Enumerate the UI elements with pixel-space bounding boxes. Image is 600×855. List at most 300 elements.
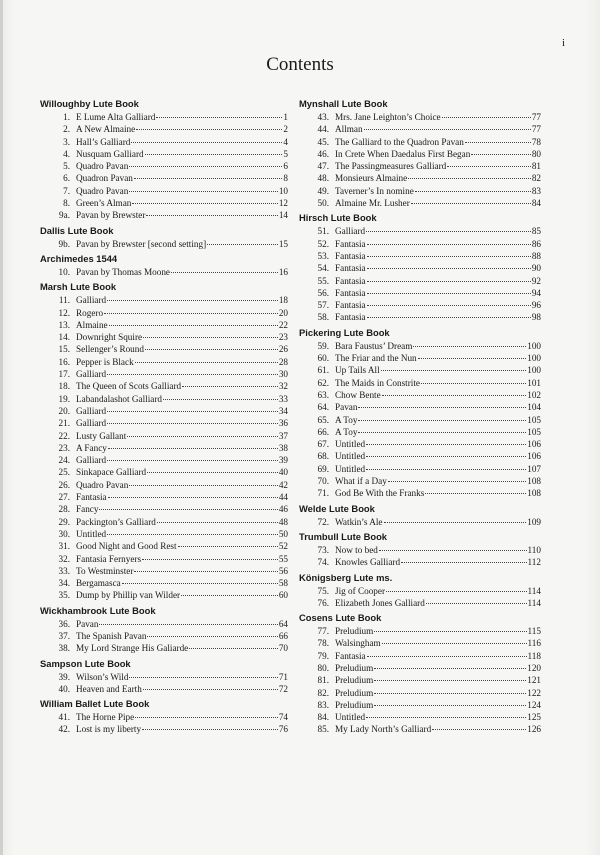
contents-entry [299,438,541,450]
dot-leader [107,374,278,375]
entry-page-number: 50 [278,528,288,539]
entry-number: 40. [58,683,70,694]
contents-entry [40,307,288,319]
dot-leader [358,432,526,433]
entry-page-number: 108 [527,476,541,487]
contents-entry [299,674,541,686]
dot-leader [143,337,278,338]
book-title: Mynshall Lute Book [299,98,388,109]
book-title: Pickering Lute Book [299,326,390,338]
entry-number: 84. [317,712,329,723]
entry-number: 44. [317,124,329,135]
entry-page-number: 125 [527,712,541,723]
entry-number: 5. [63,161,70,172]
contents-entry [40,642,288,654]
entry-title: Preludium [335,662,374,673]
dot-leader [157,522,278,523]
entry-number: 13. [58,319,70,330]
entry-page-number: 84 [531,198,541,209]
entry-number: 48. [317,173,329,184]
entry-number: 49. [317,185,329,196]
entry-page-number: 60 [278,590,288,601]
entry-number: 55. [317,275,329,286]
contents-entry [40,368,288,380]
entry-page-number: 23 [278,332,288,343]
entry-number: 31. [58,541,70,552]
entry-title: Fantasia [335,263,366,274]
entry-page-number: 26 [278,344,288,355]
entry-title: A Toy [335,426,358,437]
entry-title: Green’s Alman [76,198,132,209]
dot-leader [367,317,531,318]
entry-page-number: 106 [527,451,541,462]
entry-number: 22. [58,430,70,441]
contents-entry [40,454,288,466]
entry-title: Pavan by Brewster [76,210,146,221]
entry-title: Dump by Phillip van Wilder [76,590,181,601]
entry-page-number: 66 [278,630,288,641]
entry-page-number: 30 [278,369,288,380]
entry-page-number: 55 [278,553,288,564]
page-number: i [562,37,566,49]
entry-number: 56. [317,287,329,298]
contents-entry [299,287,541,299]
dot-leader [134,178,283,179]
entry-number: 54. [317,263,329,274]
dot-leader [367,281,531,282]
entry-page-number: 105 [527,426,541,437]
entry-page-number: 115 [527,626,541,637]
contents-entry [299,687,541,699]
contents-entry [40,618,288,630]
book-section [40,252,288,278]
dot-leader [366,444,526,445]
contents-entry [299,516,541,528]
entry-page-number: 81 [531,161,541,172]
book-section [299,611,541,736]
entry-number: 58. [317,312,329,323]
entry-page-number: 114 [527,585,541,596]
dot-leader [447,166,531,167]
entry-page-number: 122 [527,687,541,698]
entry-page-number: 20 [278,307,288,318]
dot-leader [99,624,277,625]
entry-number: 11. [58,295,70,306]
entry-title: E Lume Alta Galliard [76,112,156,122]
entry-title: Watkin’s Ale [335,516,383,527]
entry-page-number: 118 [527,650,541,661]
entry-number: 61. [317,365,329,376]
dot-leader [129,166,282,167]
contents-entry [299,250,541,262]
entry-page-number: 124 [527,699,541,710]
entry-title: Lusty Gallant [76,430,127,441]
entry-number: 16. [58,356,70,367]
book-title: Hirsch Lute Book [299,212,377,224]
book-title: Marsh Lute Book [40,281,117,293]
entry-title: Fantasia [335,238,366,249]
entry-number: 60. [317,353,329,364]
entry-title: In Crete When Daedalus First Began [335,148,471,159]
contents-entry [40,111,288,123]
dot-leader [142,729,278,730]
entry-page-number: 46 [278,504,288,515]
dot-leader [129,191,278,192]
entry-number: 66. [317,426,329,437]
contents-entry [40,540,288,552]
contents-entry [40,197,288,209]
entry-page-number: 8 [283,173,288,184]
entry-title: Hall’s Galliard [76,136,131,147]
dot-leader [471,154,531,155]
entry-page-number: 14 [278,210,288,221]
dot-leader [181,595,278,596]
dot-leader [145,154,283,155]
entry-title: Galliard [335,226,366,237]
entry-page-number: 18 [278,295,288,306]
contents-entry [40,430,288,442]
entry-title: My Lord Strange His Galiarde [76,643,189,654]
entry-number: 36. [58,618,70,629]
entry-title: Bergamasca [76,578,121,589]
entry-page-number: 85 [531,226,541,237]
entry-title: Taverner’s In nomine [335,185,414,196]
dot-leader [122,583,278,584]
contents-entry [299,625,541,637]
dot-leader [143,689,278,690]
contents-entry [299,556,541,568]
contents-entry [40,671,288,683]
contents-entry [40,503,288,515]
contents-entry [40,148,288,160]
contents-entry [299,352,541,364]
entry-number: 23. [58,442,70,453]
dot-leader [163,399,278,400]
entry-title: To Westminster [76,565,134,576]
entry-number: 81. [317,675,329,686]
entry-page-number: 36 [278,418,288,429]
dot-leader [358,420,526,421]
entry-page-number: 100 [527,340,541,351]
dot-leader [366,231,531,232]
entry-page-number: 38 [278,442,288,453]
contents-entry [40,123,288,135]
entry-number: 34. [58,578,70,589]
dot-leader [442,117,531,118]
contents-entry [40,185,288,197]
contents-entry [299,662,541,674]
contents-entry [40,319,288,331]
entry-title: The Passingmeasures Galliard [335,161,447,172]
entry-page-number: 86 [531,238,541,249]
entry-number: 14. [58,332,70,343]
book-section [299,530,541,569]
entry-number: 2. [63,124,70,135]
book-section [299,211,541,323]
entry-number: 46. [317,148,329,159]
contents-entry [299,377,541,389]
dot-leader [432,729,526,730]
dot-leader [156,117,282,118]
book-title: Cosens Lute Book [299,612,382,624]
entry-page-number: 77 [531,112,541,122]
book-title: Trumbull Lute Book [299,530,388,542]
contents-entry [299,160,541,172]
dot-leader [367,656,527,657]
dot-leader [374,668,526,669]
entry-number: 65. [317,414,329,425]
dot-leader [189,648,278,649]
dot-leader [374,631,526,632]
entry-title: Untitled [76,528,107,539]
entry-number: 21. [58,418,70,429]
entry-page-number: 4 [283,136,288,147]
dot-leader [425,493,526,494]
entry-page-number: 39 [278,455,288,466]
dot-leader [413,346,526,347]
entry-page-number: 48 [278,516,288,527]
entry-title: Pepper is Black [76,356,134,367]
contents-entry [299,475,541,487]
entry-number: 42. [58,724,70,735]
entry-page-number: 15 [278,238,288,249]
entry-title: God Be With the Franks [335,488,425,499]
dot-leader [401,562,526,563]
entry-title: Fantasia [76,492,107,503]
entry-title: Galliard [76,405,107,416]
entry-title: My Lady North’s Galliard [335,724,432,735]
entry-title: Fancy [76,504,99,515]
dot-leader [147,636,277,637]
contents-entry [40,380,288,392]
entry-title: Almaine [76,319,108,330]
contents-entry [40,238,288,250]
entry-number: 10. [58,266,70,277]
entry-title: A Toy [335,414,358,425]
entry-page-number: 72 [278,683,288,694]
dot-leader [131,142,282,143]
entry-title: A New Almaine [76,124,136,135]
contents-entry [299,699,541,711]
book-section [40,97,288,222]
contents-entry [40,417,288,429]
contents-entry [299,487,541,499]
entry-title: Wilson’s Wild [76,671,129,682]
dot-leader [107,534,278,535]
entry-title: Preludium [335,675,374,686]
dot-leader [107,423,278,424]
dot-leader [366,469,526,470]
entry-title: Fantasia Fernyers [76,553,142,564]
dot-leader [366,456,526,457]
contents-entry [40,516,288,528]
entry-number: 50. [317,198,329,209]
book-title: Königsberg Lute ms. [299,571,393,583]
entry-number: 82. [317,687,329,698]
entry-number: 83. [317,699,329,710]
entry-title: Monsieurs Almaine [335,173,408,184]
entry-page-number: 78 [531,136,541,147]
entry-title: Allman [335,124,363,135]
book-section [40,604,288,655]
dot-leader [127,436,278,437]
entry-title: Knowles Galliard [335,557,401,568]
entry-number: 57. [317,300,329,311]
contents-entry [299,450,541,462]
contents-entry [40,630,288,642]
entry-page-number: 102 [527,389,541,400]
entry-number: 19. [58,393,70,404]
entry-number: 3. [63,136,70,147]
contents-entry [40,393,288,405]
contents-entry [299,172,541,184]
entry-number: 35. [58,590,70,601]
contents-entry [299,197,541,209]
contents-entry [299,311,541,323]
entry-number: 74. [317,557,329,568]
contents-entry [299,597,541,609]
entry-number: 37. [58,630,70,641]
entry-number: 27. [58,492,70,503]
entry-title: Rogero [76,307,104,318]
entry-page-number: 126 [527,724,541,735]
entry-page-number: 92 [531,275,541,286]
entry-title: Fantasia [335,312,366,323]
entry-title: Nusquam Galliard [76,148,144,159]
entry-page-number: 2 [283,124,288,135]
contents-entry [299,364,541,376]
contents-entry [299,299,541,311]
entry-page-number: 77 [531,124,541,135]
dot-leader [107,411,278,412]
book-section [40,280,288,601]
entry-title: Quadro Pavan [76,185,129,196]
book-title: Wickhambrook Lute Book [40,604,156,616]
entry-page-number: 34 [278,405,288,416]
entry-title: Quadron Pavan [76,173,133,184]
dot-leader [182,386,278,387]
entry-page-number: 83 [531,185,541,196]
entry-number: 32. [58,553,70,564]
book-section [40,657,288,696]
entry-title: Packington’s Galliard [76,516,156,527]
dot-leader [381,370,527,371]
entry-number: 68. [317,451,329,462]
entry-number: 52. [317,238,329,249]
book-title: William Ballet Lute Book [40,698,150,710]
dot-leader [367,305,531,306]
contents-entry [299,262,541,274]
contents-entry [299,637,541,649]
entry-title: What if a Day [335,476,387,487]
entry-number: 30. [58,528,70,539]
dot-leader [379,550,527,551]
dot-leader [136,129,282,130]
contents-entry [299,544,541,556]
contents-entry [40,405,288,417]
entry-number: 1. [63,112,70,122]
dot-leader [129,677,277,678]
book-section [299,97,541,209]
entry-title: The Spanish Pavan [76,630,147,641]
contents-entry [299,723,541,735]
entry-page-number: 16 [278,266,288,277]
entry-title: Fantasia [335,275,366,286]
contents-entry [40,331,288,343]
contents-entry [299,225,541,237]
entry-title: Sinkapace Galliard [76,467,147,478]
contents-entry [40,491,288,503]
dot-leader [408,178,531,179]
entry-number: 75. [317,585,329,596]
dot-leader [421,383,526,384]
entry-title: Jig of Cooper [335,585,386,596]
dot-leader [426,603,527,604]
contents-entry [40,565,288,577]
book-section [40,224,288,250]
entry-page-number: 88 [531,250,541,261]
entry-title: Almaine Mr. Lusher [335,198,410,209]
contents-entry [299,123,541,135]
entry-page-number: 90 [531,263,541,274]
entry-number: 25. [58,467,70,478]
entry-number: 62. [317,377,329,388]
entry-number: 45. [317,136,329,147]
entry-page-number: 96 [531,300,541,311]
dot-leader [384,522,527,523]
entry-page-number: 28 [278,356,288,367]
dot-leader [364,129,531,130]
dot-leader [415,191,531,192]
entry-number: 18. [58,381,70,392]
contents-entry [299,711,541,723]
entry-page-number: 114 [527,597,541,608]
entry-title: Heaven and Earth [76,683,142,694]
entry-page-number: 100 [527,365,541,376]
entry-page-number: 71 [278,671,288,682]
contents-entry [40,442,288,454]
entry-title: Pavan by Thomas Moone [76,266,170,277]
contents-entry [40,589,288,601]
contents-entry [299,650,541,662]
contents-entry [299,401,541,413]
entry-page-number: 40 [278,467,288,478]
contents-entry [299,426,541,438]
contents-entry [40,209,288,221]
entry-page-number: 64 [278,618,288,629]
entry-title: Preludium [335,687,374,698]
contents-entry [40,466,288,478]
dot-leader [142,559,278,560]
entry-number: 78. [317,638,329,649]
entry-page-number: 82 [531,173,541,184]
dot-leader [382,395,527,396]
entry-title: Untitled [335,439,366,450]
dot-leader [382,643,527,644]
contents-entry [40,294,288,306]
entry-title: Fantasia [335,287,366,298]
entry-page-number: 70 [278,643,288,654]
book-title: Archimedes 1544 [40,252,118,264]
entry-page-number: 101 [527,377,541,388]
entry-number: 53. [317,250,329,261]
dot-leader [145,349,278,350]
contents-entry [40,577,288,589]
entry-number: 17. [58,369,70,380]
dot-leader [135,717,278,718]
dot-leader [358,407,526,408]
entry-number: 9a. [59,210,70,221]
